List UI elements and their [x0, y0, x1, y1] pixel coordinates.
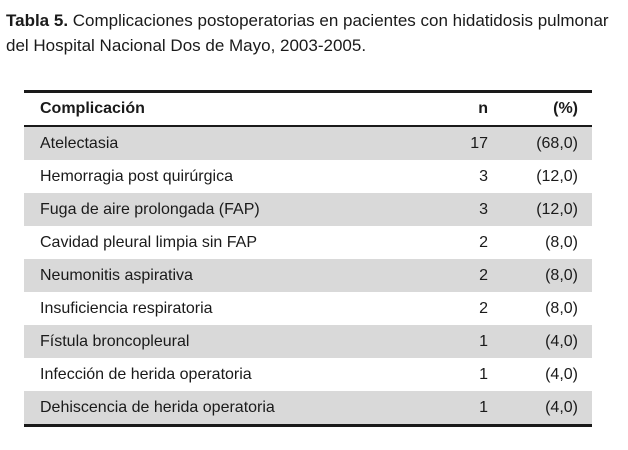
table-row	[24, 358, 592, 391]
cell-n: 3	[479, 167, 488, 185]
cell-n: 2	[479, 299, 488, 317]
cell-complication: Atelectasia	[40, 134, 119, 152]
table-row	[24, 391, 592, 424]
table-bottom-rule	[24, 424, 592, 427]
cell-percent: (4,0)	[545, 332, 578, 350]
table-caption	[6, 8, 618, 58]
cell-percent: (68,0)	[536, 134, 578, 152]
cell-n: 17	[470, 134, 488, 152]
cell-complication: Dehiscencia de herida operatoria	[40, 398, 275, 416]
cell-complication: Fístula broncopleural	[40, 332, 190, 350]
cell-percent: (8,0)	[545, 233, 578, 251]
table-row	[24, 226, 592, 259]
cell-percent: (8,0)	[545, 299, 578, 317]
table-row	[24, 160, 592, 193]
cell-n: 3	[479, 200, 488, 218]
cell-n: 1	[479, 398, 488, 416]
table-row	[24, 193, 592, 226]
cell-percent: (4,0)	[545, 398, 578, 416]
table-row	[24, 325, 592, 358]
cell-complication: Insuficiencia respiratoria	[40, 299, 213, 317]
caption-label: Tabla 5.	[6, 11, 69, 30]
cell-percent: (12,0)	[536, 200, 578, 218]
cell-n: 2	[479, 266, 488, 284]
header-complicacion: Complicación	[40, 100, 145, 117]
table-row	[24, 292, 592, 325]
table-row	[24, 127, 592, 160]
cell-n: 1	[479, 332, 488, 350]
cell-percent: (4,0)	[545, 365, 578, 383]
header-n: n	[478, 100, 488, 117]
cell-complication: Cavidad pleural limpia sin FAP	[40, 233, 257, 251]
cell-n: 2	[479, 233, 488, 251]
cell-complication: Hemorragia post quirúrgica	[40, 167, 233, 185]
complications-table	[24, 90, 592, 427]
cell-percent: (12,0)	[536, 167, 578, 185]
cell-complication: Fuga de aire prolongada (FAP)	[40, 200, 260, 218]
table-row	[24, 259, 592, 292]
cell-percent: (8,0)	[545, 266, 578, 284]
caption-text: Complicaciones postoperatorias en pacientes con hidatidosis pulmonar del Hospital Nacional Dos de Mayo, 2003-2005.	[6, 11, 609, 55]
table-header-row	[24, 93, 592, 125]
cell-complication: Infección de herida operatoria	[40, 365, 252, 383]
cell-n: 1	[479, 365, 488, 383]
cell-complication: Neumonitis aspirativa	[40, 266, 193, 284]
header-percent: (%)	[553, 100, 578, 117]
